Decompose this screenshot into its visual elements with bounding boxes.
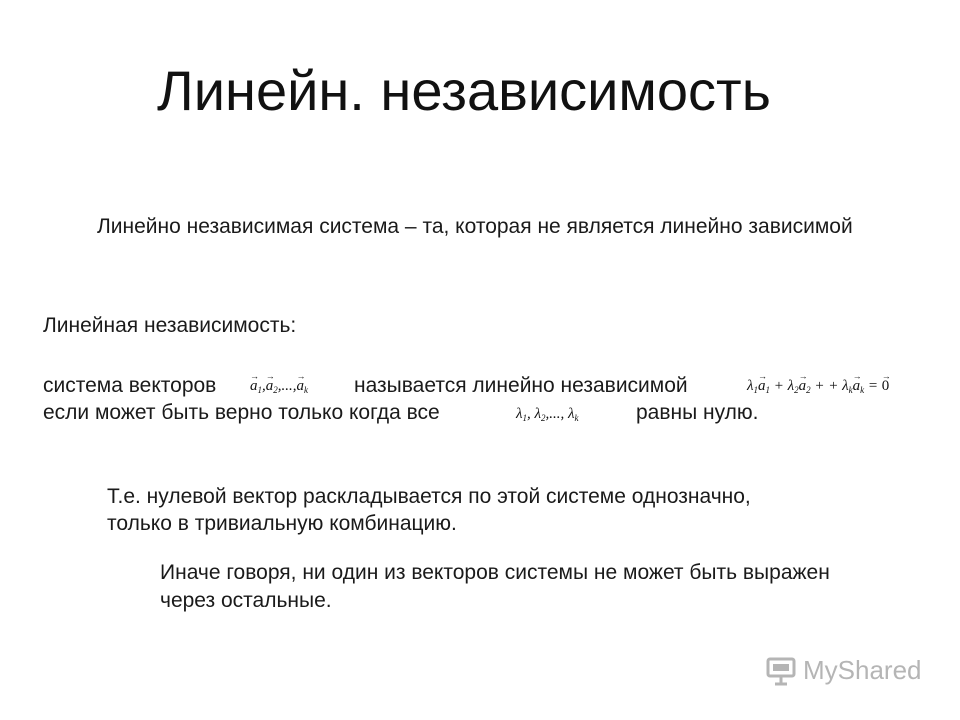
line2-suffix: равны нулю. xyxy=(636,401,759,424)
watermark-logo xyxy=(765,655,922,686)
line1-prefix: система векторов xyxy=(43,374,217,397)
combination-formula: $\lambda_1\to a_1 + \lambda_2\to a_2$ + + $\lambda_k\to a_k$ = → 0 xyxy=(747,376,889,400)
line1-middle: называется линейно независимой xyxy=(354,374,688,397)
watermark-text: MyShared xyxy=(803,655,922,685)
vectors-formula: → $a_1,\to a_2,...,\to a_k$ xyxy=(250,376,308,400)
explanation-line2: только в тривиальную комбинацию. xyxy=(107,512,457,535)
coefficients-formula: $\lambda_1$, $\lambda_2$,..., $\lambda_k$ xyxy=(516,406,579,423)
definition-line: Линейно независимая система – та, которая не является линейно зависимой xyxy=(97,215,853,238)
slide-title: Линейн. независимость xyxy=(157,59,771,122)
otherwise-line2: через остальные. xyxy=(160,589,332,612)
presentation-board-icon xyxy=(765,656,797,686)
explanation-line1: Т.е. нулевой вектор раскладывается по этой системе однозначно, xyxy=(107,485,751,508)
section-heading: Линейная независимость: xyxy=(43,314,297,337)
line2-prefix: если может быть верно только когда все xyxy=(43,401,440,424)
otherwise-line1: Иначе говоря, ни один из векторов системы не может быть выражен xyxy=(160,561,830,584)
